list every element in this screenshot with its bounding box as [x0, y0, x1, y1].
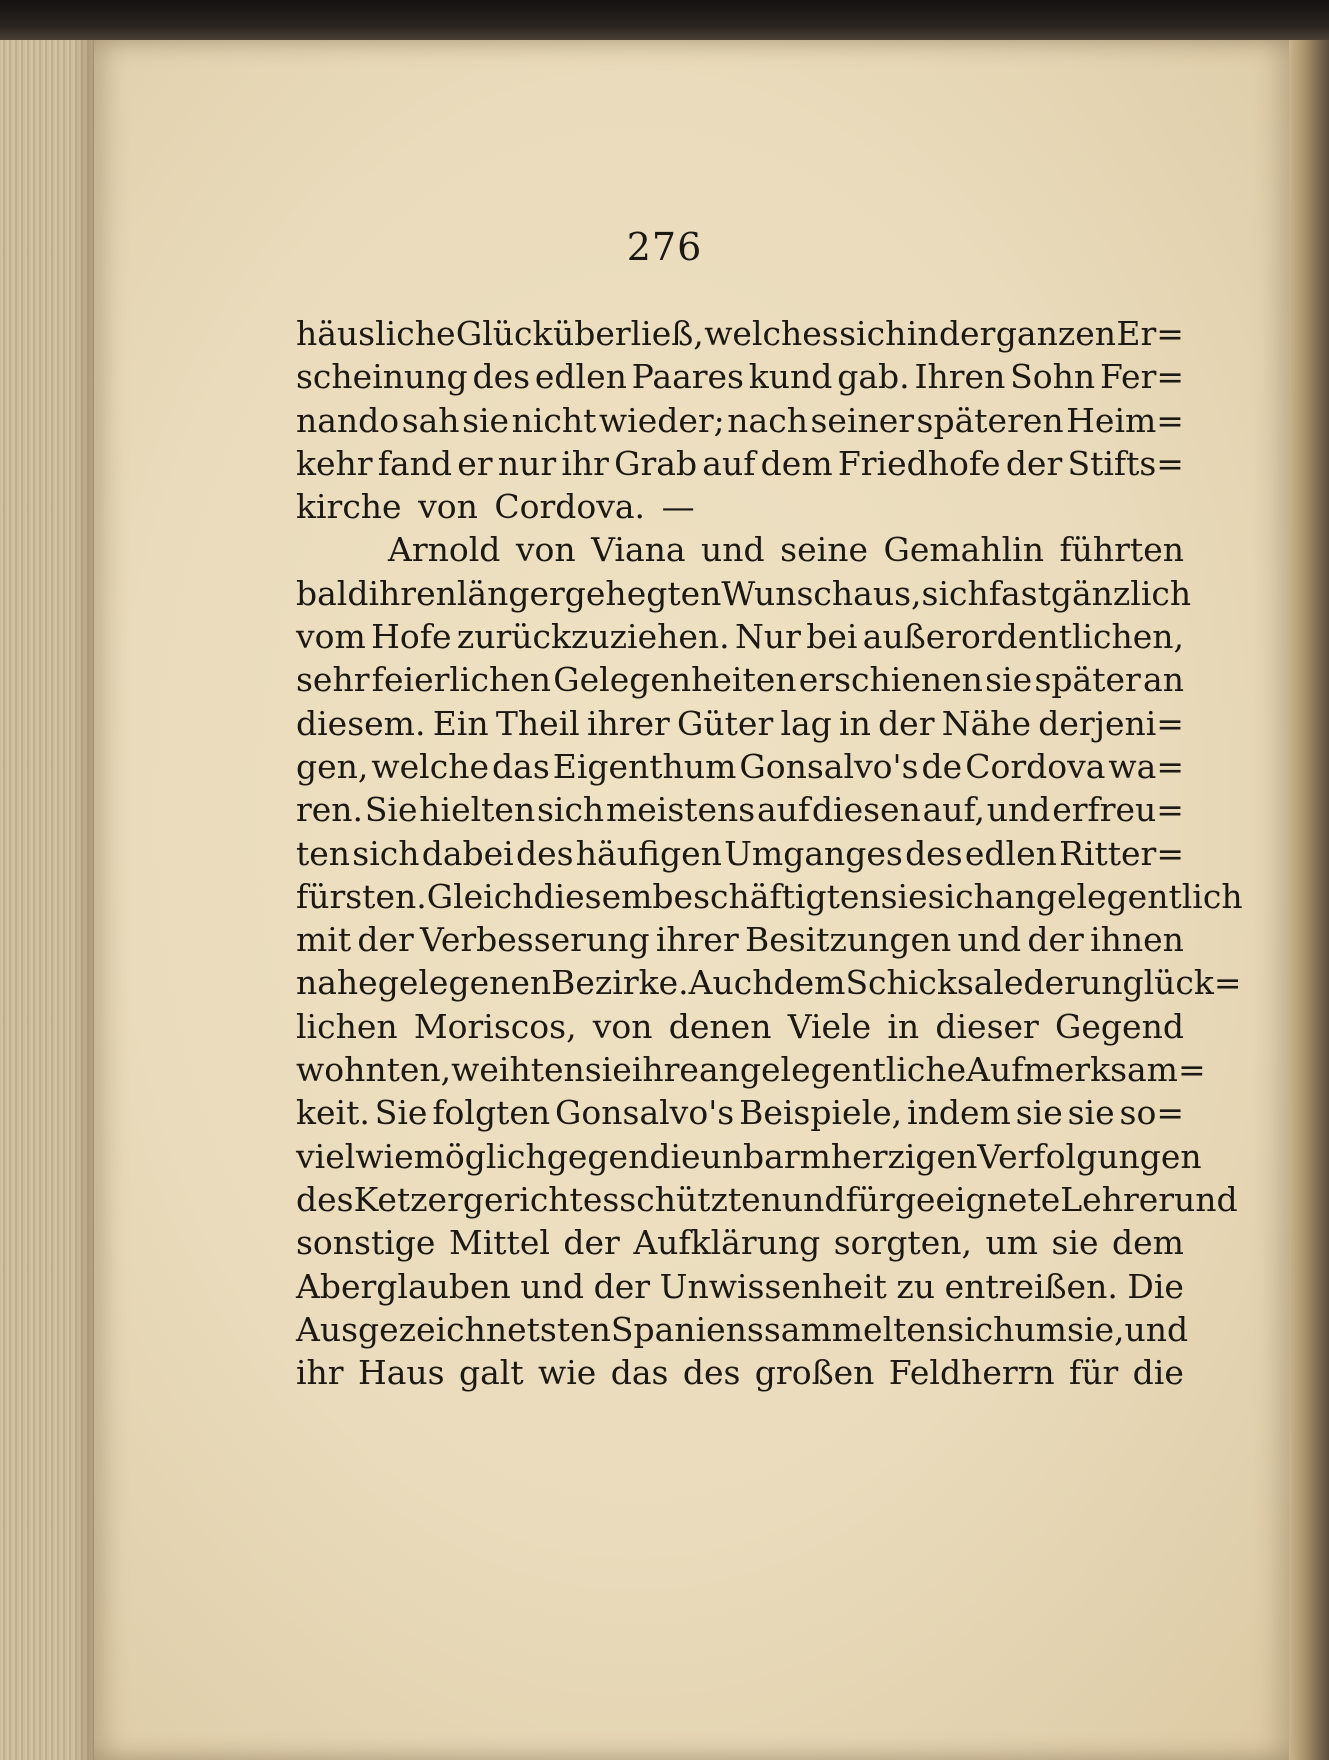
text-line [296, 1005, 1184, 1048]
word: dem [1112, 1223, 1184, 1263]
word: Gemahlin [883, 530, 1044, 570]
page-number: 276 [626, 225, 703, 269]
word: Ausgezeichnetsten [296, 1309, 611, 1349]
word: ihre [631, 1050, 699, 1090]
word: kund [748, 357, 833, 397]
word: er [457, 443, 493, 483]
word: keit. [296, 1093, 370, 1133]
word: sammelten [763, 1309, 948, 1349]
word: indem [907, 1093, 1011, 1133]
word: und [1124, 1309, 1189, 1349]
word: Ketzergerichtes [353, 1179, 620, 1219]
word: wa= [1108, 746, 1184, 786]
word: gegen [546, 1136, 650, 1176]
word: bald [296, 573, 369, 613]
word: wohnten, [296, 1050, 452, 1090]
word: Theil [495, 703, 580, 743]
word: nando [296, 400, 400, 440]
word: und [520, 1266, 585, 1306]
word: auf [756, 790, 811, 830]
word: dieser [935, 1006, 1039, 1046]
word: die [649, 1136, 701, 1176]
word: angelegentliche [698, 1050, 967, 1090]
word: diesen [811, 790, 921, 830]
word: Ein [432, 703, 489, 743]
word: Eigenthum [552, 746, 737, 786]
word: Besitzungen [744, 920, 952, 960]
word: Grab [614, 443, 698, 483]
word: gänzlich [1050, 573, 1192, 613]
word: großen [754, 1353, 875, 1393]
word: an [1143, 660, 1184, 700]
word: Spaniens [610, 1309, 764, 1349]
page-stack-left [0, 40, 96, 1760]
word: des [515, 833, 574, 873]
word: Aberglauben [296, 1266, 511, 1306]
word: später [1034, 660, 1141, 700]
word: Verbesserung [420, 920, 650, 960]
word: von [592, 1006, 653, 1046]
word: Er= [1116, 314, 1184, 353]
word: Gonsalvo's [739, 746, 919, 786]
word: nicht [511, 400, 597, 440]
word: Unwissenheit [659, 1266, 887, 1306]
text-line [296, 355, 1184, 398]
word: sie [584, 1050, 632, 1090]
word: sie [1015, 1093, 1063, 1133]
word: Beispiele, [739, 1093, 903, 1133]
word: Nähe [941, 703, 1032, 743]
word: Stifts= [1067, 443, 1184, 483]
word: seine [780, 530, 868, 570]
word: edlen [534, 357, 627, 397]
text-line [296, 961, 1242, 1004]
word: gab. [837, 357, 910, 397]
word: das [610, 1353, 669, 1393]
word: auf, [922, 790, 986, 830]
word: ren. [296, 790, 364, 830]
word: der [878, 703, 935, 743]
text-line [296, 658, 1184, 701]
word: mit [296, 920, 352, 960]
text-line [296, 788, 1184, 831]
word: kirche [296, 487, 402, 527]
word: diesem [533, 876, 653, 916]
word: zurückzuziehen. [456, 617, 730, 657]
word: und [986, 790, 1051, 830]
word: aus, [853, 573, 922, 613]
word: sich [947, 1309, 1015, 1349]
word: ihr [561, 443, 609, 483]
word: späteren [916, 400, 1064, 440]
word: Die [1127, 1266, 1184, 1306]
word: die [1132, 1353, 1184, 1393]
word: Auch [688, 963, 774, 1003]
word: der [938, 314, 996, 353]
word: sich [927, 876, 995, 916]
word: der [593, 1266, 651, 1306]
text-line [296, 1308, 1189, 1351]
word: um [1014, 1309, 1067, 1349]
word: dem [760, 443, 833, 483]
word: dem [773, 963, 846, 1003]
word: meistens [605, 790, 756, 830]
text-line [296, 572, 1192, 615]
word: Feldherrn [888, 1353, 1055, 1393]
word: Heim= [1066, 400, 1184, 440]
word: der [357, 920, 414, 960]
word: dabei [421, 833, 514, 873]
word: der [1027, 920, 1084, 960]
word: unbarmherzigen [700, 1136, 978, 1176]
word: des [905, 833, 963, 873]
text-line [296, 745, 1184, 788]
word: Bezirke. [551, 963, 689, 1003]
text-line [296, 1221, 1184, 1264]
word: Paares [631, 357, 744, 397]
word: von [418, 487, 478, 527]
word: weihten [451, 1050, 585, 1090]
word: der [1023, 963, 1080, 1003]
word: Friedhofe [837, 443, 1001, 483]
word: angelegentlich [994, 876, 1243, 916]
word: Ritter= [1059, 833, 1184, 873]
word: Lehrer [1060, 1179, 1175, 1219]
word: so= [1119, 1093, 1184, 1133]
word: sich [839, 314, 907, 353]
word: Sie [374, 1093, 428, 1133]
text-line [296, 1351, 1184, 1394]
word: folgten [432, 1093, 551, 1133]
word: und [781, 1179, 846, 1219]
word: welche [371, 746, 490, 786]
word: Wunsch [721, 573, 854, 613]
word: und [957, 920, 1022, 960]
word: Schicksale [845, 963, 1024, 1003]
word: überließ, [552, 314, 704, 353]
text-line [296, 1091, 1184, 1134]
word: lag [780, 703, 832, 743]
word: Cordova [965, 746, 1106, 786]
word: entreißen. [944, 1266, 1118, 1306]
word: ihrer [655, 920, 739, 960]
word: wieder; [598, 400, 725, 440]
word: derjeni= [1038, 703, 1184, 743]
word: beschäftigten [652, 876, 881, 916]
text-line [296, 528, 1184, 571]
word: Gleich [426, 876, 534, 916]
word: nach [727, 400, 808, 440]
word: sie [1067, 1093, 1115, 1133]
text-line [296, 1048, 1206, 1091]
word: sich [536, 790, 605, 830]
word: zu [896, 1266, 935, 1306]
body-text [296, 312, 1243, 1394]
word: sah [401, 400, 460, 440]
word: nahegelegenen [296, 963, 552, 1003]
word: länger [456, 573, 565, 613]
word: Viele [787, 1006, 872, 1046]
word: Mittel [448, 1223, 550, 1263]
word: wie [538, 1353, 597, 1393]
word: in [839, 703, 871, 743]
word: führten [1059, 530, 1184, 570]
word: häufigen [575, 833, 722, 873]
word: möglich [413, 1136, 547, 1176]
word: sie [985, 660, 1033, 700]
word: Güter [677, 703, 774, 743]
word: denen [668, 1006, 772, 1046]
word: in [906, 314, 939, 353]
word: für [1069, 1353, 1119, 1393]
word: sie [1051, 1223, 1099, 1263]
word: Viana [591, 530, 686, 570]
word: lichen [296, 1006, 398, 1046]
word: — [661, 487, 695, 527]
word: des [682, 1353, 741, 1393]
word: Gelegenheiten [553, 660, 797, 700]
word: unglück= [1079, 963, 1242, 1003]
text-line [296, 875, 1243, 918]
word: scheinung [296, 357, 468, 397]
text-line [296, 312, 1184, 355]
word: vom [296, 617, 366, 657]
word: der [1005, 443, 1063, 483]
word: welches [704, 314, 839, 353]
text-line [296, 1265, 1184, 1308]
word: sonstige [296, 1223, 436, 1263]
word: ihrer [586, 703, 670, 743]
word: das [492, 746, 550, 786]
text-line [296, 485, 1184, 528]
word: Cordova. [494, 487, 646, 527]
word: ganzen [995, 314, 1116, 353]
word: für [845, 1179, 895, 1219]
word: sehr [296, 660, 370, 700]
word: in [887, 1006, 920, 1046]
word: der [563, 1223, 620, 1263]
word: häusliche [296, 314, 456, 353]
text-line [296, 702, 1184, 745]
word: ten [296, 833, 351, 873]
text-line [296, 442, 1184, 485]
text-line [296, 832, 1184, 875]
word: Gegend [1055, 1006, 1184, 1046]
word: sich [921, 573, 989, 613]
word: ihnen [1090, 920, 1184, 960]
word: fand [377, 443, 453, 483]
text-line [296, 1135, 1202, 1178]
word: geeignete [894, 1179, 1061, 1219]
word: außerordentlichen, [862, 617, 1184, 657]
text-line [296, 399, 1184, 442]
word: Haus [357, 1353, 445, 1393]
word: Arnold [388, 530, 501, 570]
word: fast [988, 573, 1051, 613]
word: Glück [455, 314, 553, 353]
word: und [701, 530, 765, 570]
word: von [515, 530, 576, 570]
word: nur [497, 443, 557, 483]
word: Nur [734, 617, 801, 657]
word: Fer= [1099, 357, 1184, 397]
word: sorgten, [833, 1223, 972, 1263]
page-edge-right [1289, 40, 1329, 1760]
word: Aufklärung [633, 1223, 821, 1263]
word: Aufmerksam= [966, 1050, 1206, 1090]
word: seiner [810, 400, 915, 440]
word: diesem. [296, 703, 426, 743]
word: sie, [1066, 1309, 1125, 1349]
word: sich [352, 833, 420, 873]
word: kehr [296, 443, 373, 483]
word: des [296, 1179, 354, 1219]
word: edlen [964, 833, 1057, 873]
word: viel [296, 1136, 356, 1176]
word: schützten [619, 1179, 782, 1219]
word: Verfolgungen [977, 1136, 1202, 1176]
word: galt [459, 1353, 524, 1393]
word: Ihren [914, 357, 1006, 397]
word: Hofe [371, 617, 452, 657]
word: ihren [368, 573, 457, 613]
word: Sie [364, 790, 418, 830]
word: ihr [296, 1353, 344, 1393]
word: fürsten. [296, 876, 427, 916]
word: erfreu= [1052, 790, 1184, 830]
word: erschienen [798, 660, 983, 700]
word: wie [355, 1136, 414, 1176]
word: Sohn [1010, 357, 1096, 397]
word: und [1174, 1179, 1238, 1219]
word: des [472, 357, 531, 397]
word: um [985, 1223, 1039, 1263]
text-line [296, 615, 1184, 658]
word: gehegten [564, 573, 722, 613]
word: Umganges [724, 833, 903, 873]
word: bei [806, 617, 858, 657]
word: auf [702, 443, 756, 483]
word: feierlichen [371, 660, 551, 700]
word: Gonsalvo's [555, 1093, 735, 1133]
word: sie [462, 400, 510, 440]
word: sie [880, 876, 928, 916]
word: hielten [419, 790, 536, 830]
word: Moriscos, [413, 1006, 577, 1046]
text-line [296, 1178, 1238, 1221]
word: de [921, 746, 963, 786]
word: gen, [296, 746, 369, 786]
text-line [296, 918, 1184, 961]
